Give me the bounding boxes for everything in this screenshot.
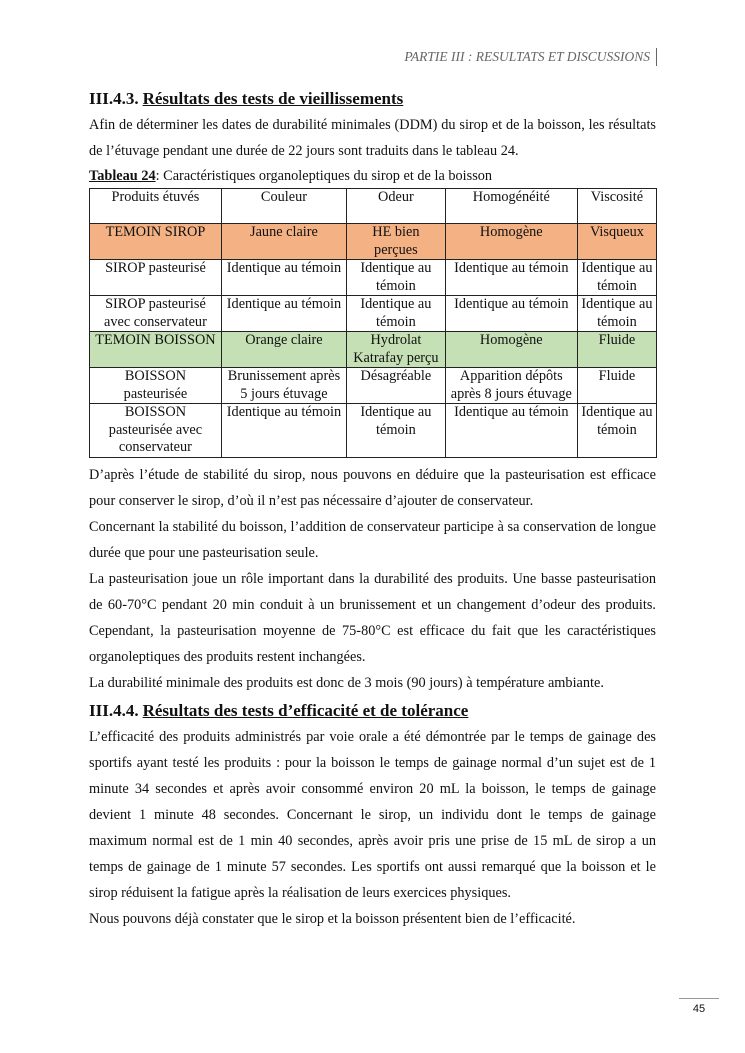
table-cell: Identique au témoin bbox=[221, 296, 346, 332]
running-header: PARTIE III : RESULTATS ET DISCUSSIONS bbox=[404, 48, 657, 66]
paragraph: Nous pouvons déjà constater que le sirop et la boisson présentent bien de l’efficacité. bbox=[89, 910, 576, 927]
page-content bbox=[89, 86, 656, 932]
table-cell: Identique au témoin bbox=[577, 296, 656, 332]
header-cell: Couleur bbox=[221, 189, 346, 224]
table-caption bbox=[89, 166, 656, 186]
table-row bbox=[90, 404, 657, 458]
organoleptic-table bbox=[89, 188, 657, 458]
table-cell: Homogène bbox=[445, 332, 577, 368]
section-heading-3 bbox=[89, 86, 656, 112]
table-cell: BOISSON pasteurisée bbox=[90, 368, 222, 404]
table-cell: Apparition dépôts après 8 jours étuvage bbox=[445, 368, 577, 404]
header-cell: Viscosité bbox=[577, 189, 656, 224]
table-cell: Identique au témoin bbox=[577, 404, 656, 458]
table-cell: Brunissement après 5 jours étuvage bbox=[221, 368, 346, 404]
table-cell: Identique au témoin bbox=[445, 296, 577, 332]
table-cell: Homogène bbox=[445, 224, 577, 260]
table-cell: Hydrolat Katrafay perçu bbox=[347, 332, 446, 368]
table-cell: Identique au témoin bbox=[347, 260, 446, 296]
section-heading-4 bbox=[89, 698, 656, 724]
caption-text: : Caractéristiques organoleptiques du sirop et de la boisson bbox=[155, 168, 493, 184]
table-cell: Identique au témoin bbox=[347, 296, 446, 332]
table-row bbox=[90, 224, 657, 260]
table-cell: Orange claire bbox=[221, 332, 346, 368]
table-cell: Identique au témoin bbox=[445, 404, 577, 458]
table-header-row bbox=[90, 189, 657, 224]
table-cell: BOISSON pasteurisée avec conservateur bbox=[90, 404, 222, 458]
paragraph: La pasteurisation joue un rôle important dans la durabilité des produits. Une basse pasteurisation de 60-70°C pendant 20 min conduit à un brunissement et un changement d’odeur des produits. Cependant, la pasteurisation moyenne de 75-80°C est efficace du fait que les caractéristiques organoleptiques des produits restent inchangées. bbox=[89, 570, 656, 665]
paragraph: D’après l’étude de stabilité du sirop, nous pouvons en déduire que la pasteurisation est efficace pour conserver le sirop, d’où il n’est pas nécessaire d’ajouter de conservateur. bbox=[89, 466, 656, 509]
header-cell: Produits étuvés bbox=[90, 189, 222, 224]
header-cell: Odeur bbox=[347, 189, 446, 224]
table-cell: Identique au témoin bbox=[577, 260, 656, 296]
intro-paragraph: Afin de déterminer les dates de durabilité minimales (DDM) du sirop et de la boisson, les résultats de l’étuvage pendant une durée de 22 jours sont traduits dans le tableau 24. bbox=[89, 117, 656, 159]
table-cell: TEMOIN BOISSON bbox=[90, 332, 222, 368]
paragraph: L’efficacité des produits administrés par voie orale a été démontrée par le temps de gainage des sportifs ayant testé les produits : pour la boisson le temps de gainage normal d’un sujet est de 1 minute 34 secondes et après avoir consommé environ 20 mL la boisson, le temps de gainage devient 1 minute 48 secondes. Concernant le sirop, un individu dont le temps de gainage maximum normal est de 1 min 40 secondes, après avoir pris une prise de 15 mL de sirop a un temps de gainage de 1 minute 57 secondes. Les sportifs ont aussi remarqué que la boisson et le sirop réduisent la fatigue après la réalisation de leurs exercices physiques. bbox=[89, 728, 656, 901]
table-cell: HE bien perçues bbox=[347, 224, 446, 260]
table-cell: Identique au témoin bbox=[445, 260, 577, 296]
table-row bbox=[90, 332, 657, 368]
table-cell: Identique au témoin bbox=[221, 404, 346, 458]
table-cell: Jaune claire bbox=[221, 224, 346, 260]
table-cell: Désagréable bbox=[347, 368, 446, 404]
table-cell: Fluide bbox=[577, 332, 656, 368]
table-cell: Identique au témoin bbox=[347, 404, 446, 458]
table-row bbox=[90, 296, 657, 332]
paragraph: La durabilité minimale des produits est donc de 3 mois (90 jours) à température ambiante. bbox=[89, 674, 604, 691]
caption-label: Tableau 24 bbox=[89, 168, 156, 184]
table-row bbox=[90, 368, 657, 404]
section-number: III.4.3. bbox=[89, 89, 139, 108]
paragraph: Concernant la stabilité du boisson, l’addition de conservateur participe à sa conservation de longue durée que pour une pasteurisation seule. bbox=[89, 518, 656, 561]
table-row bbox=[90, 260, 657, 296]
header-cell: Homogénéité bbox=[445, 189, 577, 224]
table-cell: TEMOIN SIROP bbox=[90, 224, 222, 260]
table-cell: Visqueux bbox=[577, 224, 656, 260]
page-number: 45 bbox=[679, 998, 719, 1015]
section-title: Résultats des tests de vieillissements bbox=[142, 89, 404, 108]
section-title: Résultats des tests d’efficacité et de tolérance bbox=[142, 700, 469, 720]
table-cell: Fluide bbox=[577, 368, 656, 404]
section-number: III.4.4. bbox=[89, 700, 139, 720]
table-cell: SIROP pasteurisé avec conservateur bbox=[90, 296, 222, 332]
table-cell: SIROP pasteurisé bbox=[90, 260, 222, 296]
table-cell: Identique au témoin bbox=[221, 260, 346, 296]
